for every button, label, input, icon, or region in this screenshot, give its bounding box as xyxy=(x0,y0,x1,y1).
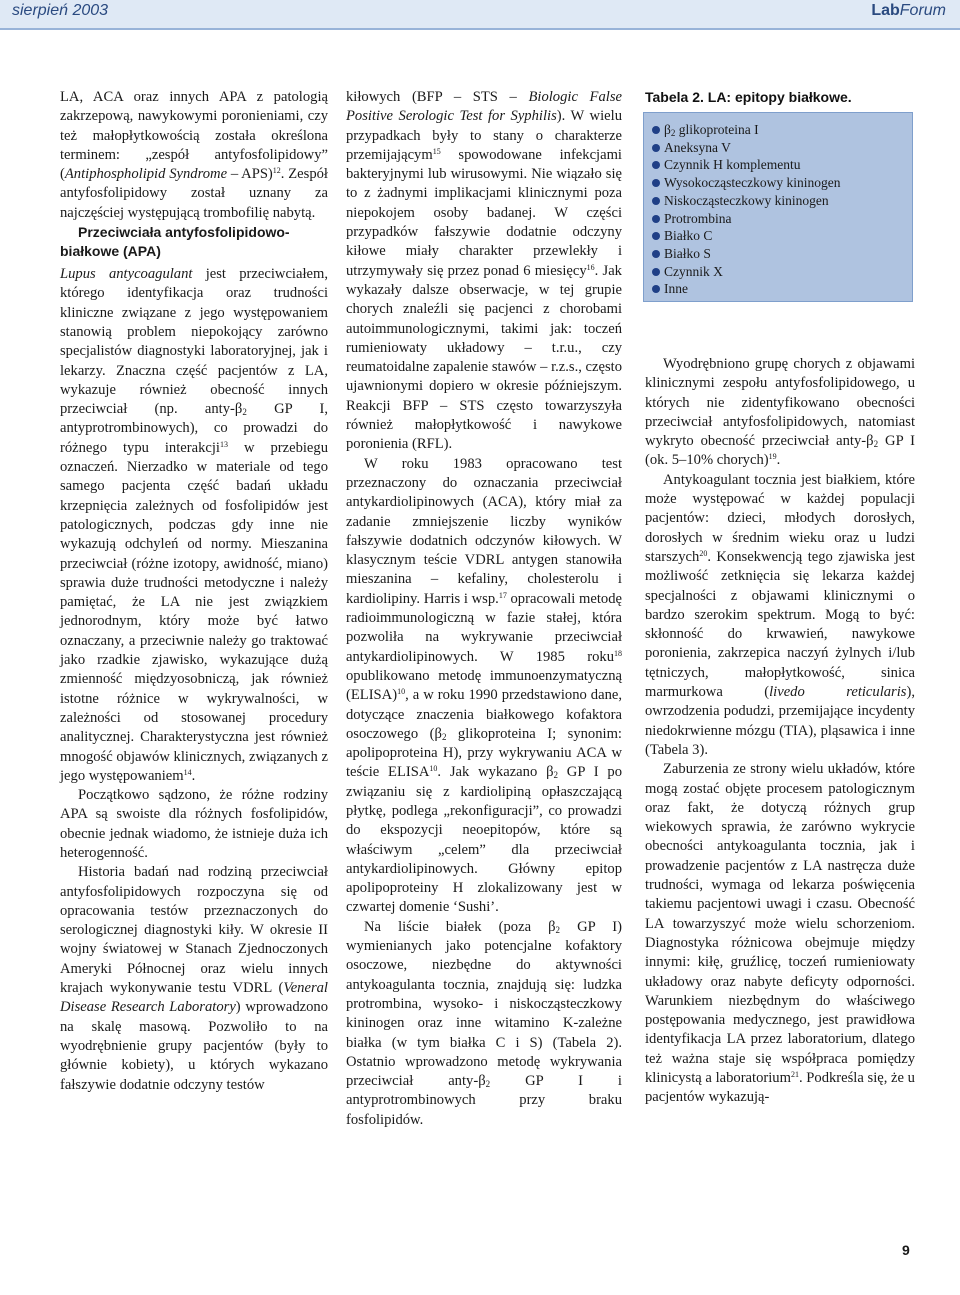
journal-name-bold: Lab xyxy=(871,2,900,19)
journal-name xyxy=(871,2,946,20)
list-item: $\beta_2$ glikoproteina I xyxy=(652,121,912,139)
bullet-icon xyxy=(652,268,660,276)
paragraph: Lupus antycoagulant jest przeciwciałem, którego identyfikacja oraz trudności kliniczne związane z jego występowaniem stanowią problem niepokojący zarówno specjalistów diagnostyki laboratoryjnej, jak i lekarzy. Znaczna część pacjentów z LA, wykazuje również obecność innych przeciwciał (np. anty-$\beta_2$ GP I, antyprotrombinowych), co prowadzi do różnego typu interakcji$^{13}$ w przebiegu oznaczeń. Nierzadko w materiale od tego samego pacjenta część badań układu krzepnięcia zależnych od fosfolipidów jest patologicznych, podczas gdy inne nie wykazują odchyleń od normy. Mieszanina przeciwciał (różne izotopy, awidność, miano) sprawia duże trudności metodyczne i należy pamiętać, że LA nie jest związkiem jednorodnym, który może być łatwo oznaczany, a przeciwnie należy go traktować jako rzadkie zjawisko, wykazujące dużą zmienność międzyosobniczą, jak również istotne różnice w wykrywalności, w zależności od stosowanej procedury analitycznej. Charakterystyczna jest również mnogość objawów klinicznych, związanych z jego występowaniem$^{14}$. xyxy=(60,266,328,784)
citation: 13 xyxy=(219,439,228,449)
page-number: 9 xyxy=(902,1242,910,1258)
list-item: Protrombina xyxy=(652,210,912,228)
paragraph: W roku 1983 opracowano test przeznaczony do oznaczania przeciwciał antykardiolipinowych (ACA), który miał za zadanie zmniejszenie liczby wyników fałszywie dodatnich odczynów kiłowych. W klasycznym teście VDRL antygen stanowiła mieszanina – kefaliny, cholesterolu i kardiolipiny. Harris i wsp.$^{17}$ opracowali metodę radioimmunologiczną w fazie stałej, która pozwoliła na wykrywanie przeciwciał antykardiolipinowych. W 1985 roku$^{18}$ opublikowano metodę immunoenzymatyczną (ELISA)$^{10}$, a w roku 1990 przedstawiono dane, dotyczące znaczenia białkowego kofaktora osoczowego ($\beta_2$ glikoproteina I; synonim: apolipoproteina H), przy wykrywaniu ACA w teście ELISA$^{10}$. Jak wykazano $\beta_2$ GP I po związaniu się z kardiolipiną opłaszczającą płytkę, podlega „rekonfiguracji”, co prowadzi do ekspozycji neoepitopów, które są właściwym „celem” dla przeciwciał antykardiolipinowych. Główny epitop apolipoproteiny H zlokalizowany jest w czwartej domenie ‘Sushi’. xyxy=(346,455,622,916)
citation: 20 xyxy=(699,548,708,558)
citation: 16 xyxy=(586,262,595,272)
table-title: Tabela 2. LA: epitopy białkowe. xyxy=(645,89,852,105)
bullet-icon xyxy=(652,232,660,240)
bullet-icon xyxy=(652,161,660,169)
list-item: Wysokocząsteczkowy kininogen xyxy=(652,174,912,192)
citation: 12 xyxy=(272,166,281,176)
citation: 14 xyxy=(183,767,192,777)
citation: 21 xyxy=(790,1069,799,1079)
citation: 15 xyxy=(432,146,441,156)
bullet-icon xyxy=(652,250,660,258)
list-item: Aneksyna V xyxy=(652,139,912,157)
column-middle xyxy=(346,88,622,1130)
paragraph: Historia badań nad rodziną przeciwciał antyfosfolipidowych rozpoczyna się od opracowania testów przeznaczonych do serologicznej diagnostyki kiły. W okresie II wojny światowej w Stanach Zjednoczonych Ameryki Północnej oraz wielu innych krajach wykonywanie testu VDRL (Veneral Disease Research Laboratory) wprowadzono na skalę masową. Pozwoliło to na wyodrębnienie grupy pacjentów (były to głównie kobiety), u których wykazano fałszywie dodatnie odczyny testów xyxy=(60,864,329,1093)
list-item: Niskocząsteczkowy kininogen xyxy=(652,192,912,210)
list-item: Czynnik X xyxy=(652,263,912,281)
epitope-list xyxy=(652,121,912,298)
bullet-icon xyxy=(652,197,660,205)
paragraph: kiłowych (BFP – STS – Biologic False Positive Serologic Test for Syphilis). W wielu przypadkach były to stany o charakterze przemijającym$^{15}$ spowodowane infekcjami bakteryjnymi lub wirusowymi. Nie wiązało się to z żadnymi implikacjami klinicznymi poza niepokojem osoby badanej. W części przypadków fałszywie dodatnie odczyny kiłowe miały charakter przewlekły i utrzymywały się przez ponad 6 miesięcy$^{16}$. Jak wykazały dalsze obserwacje, w tej grupie chorych znaleźli się pacjenci z chorobami autoimmunologicznymi, takimi jak: toczeń rumieniowaty układowy – t.r.u., czy reumatoidalne zapalenie stawów – r.z.s., często ujawnionymi dopiero w okresie późniejszym. Reakcji BFP – STS często towarzyszyła również małopłytkowość i nawykowe poronienia (RFL). xyxy=(346,89,622,453)
paragraph: Wyodrębniono grupę chorych z objawami klinicznymi zespołu antyfosfolipidowego, u których nie zidentyfikowano obecności przeciwciał antyfosfolipidowych, natomiast wykryto obecność przeciwciał anty-$\beta_2$ GP I (ok. 5–10% chorych)$^{19}$. xyxy=(645,356,915,469)
column-left xyxy=(60,88,328,1095)
paragraph: Zaburzenia ze strony wielu układów, które mogą zostać objęte procesem patologicznym oraz fakt, że dotyczą różnych grup wiekowych sprawia, że zarówno wykrycie obecności antykoagulanta tocznia, jak i prowadzenie pacjentów z LA nastręcza duże trudności, wymaga od lekarza poświęcenia takiemu pacjentowi uwagi i czasu. Obecność LA towarzyszyć może wielu schorzeniom. Diagnostyka różnicowa obejmuje między innymi: kiłę, gruźlicę, toczeń rumieniowaty układowy oraz nabyte deficyty odporności. Warunkiem niezbędnym do właściwego postępowania medycznego, jest prawidłowa identyfikacja LA przez laboratorium, dlatego też ważna staje się współpraca pomiędzy klinicystą a laboratorium$^{21}$. Podkreśla się, że u pacjentów wykazują- xyxy=(645,761,915,1106)
column-right xyxy=(645,355,915,1108)
citation: 17 xyxy=(498,590,507,600)
bullet-icon xyxy=(652,215,660,223)
paragraph: LA, ACA oraz innych APA z patologią zakrzepową, nawykowymi poronieniami, czy też małopłytkowością została określona terminem: „zespół antyfosfolipidowy” (Antiphospholipid Syndrome – APS)$^{12}$. Zespół antyfosfolipidowy został uznany za najczęściej występującą trombofilię nabytą. xyxy=(60,89,328,221)
list-item: Białko S xyxy=(652,245,912,263)
page-header xyxy=(0,0,960,30)
table-box xyxy=(643,112,913,302)
bullet-icon xyxy=(652,179,660,187)
bullet-icon xyxy=(652,285,660,293)
list-item: Inne xyxy=(652,280,912,298)
list-item: Czynnik H komplementu xyxy=(652,156,912,174)
citation: 18 xyxy=(614,648,622,658)
paragraph: Na liście białek (poza $\beta_2$ GP I) wymienianych jako potencjalne kofaktory osoczowe, niezbędne do aktywności antykoagulanta tocznia, znajdują się: ludzka protrombina, wysoko- i niskocząsteczkowy kininogen oraz inne witamino K-zależne białka (w tym białka C i S) (Tabela 2). Ostatnio wprowadzono metodę wykrywania przeciwciał anty-$\beta_2$ GP I i antyprotrombinowych przy braku fosfolipidów. xyxy=(346,918,622,1128)
journal-name-italic: Forum xyxy=(899,2,946,19)
citation: 19 xyxy=(768,452,777,462)
list-item: Białko C xyxy=(652,227,912,245)
citation: 10 xyxy=(397,687,406,697)
bullet-icon xyxy=(652,126,660,134)
bullet-icon xyxy=(652,144,660,152)
section-heading: Przeciwciała antyfosfolipidowo-białkowe (APA) xyxy=(60,224,290,260)
citation: 10 xyxy=(429,764,438,774)
paragraph: Początkowo sądzono, że różne rodziny APA są swoiste dla różnych fosfolipidów, obecnie jednak wiadomo, że istnieje duża ich heterogenność. xyxy=(60,787,328,861)
issue-date: sierpień 2003 xyxy=(12,2,109,19)
paragraph: Antykoagulant tocznia jest białkiem, które może występować w każdej populacji pacjentów: dzieci, młodych dorosłych, dorosłych w średnim wieku oraz u ludzi starszych$^{20}$. Konsekwencją tego zjawiska jest możliwość zetknięcia się lekarza każdej specjalności z objawami klinicznymi o bardzo szerokim spektrum. Mogą to być: skłonność do krwawień, nawykowe poronienia, zakrzepica naczyń żylnych i/lub tętniczych, małopłytkowość, sinica marmurkowa (livedo reticularis), owrzodzenia podudzi, przemijające incydenty niedokrwienne mózgu (TIA), pląsawica i inne (Tabela 3). xyxy=(645,471,915,758)
